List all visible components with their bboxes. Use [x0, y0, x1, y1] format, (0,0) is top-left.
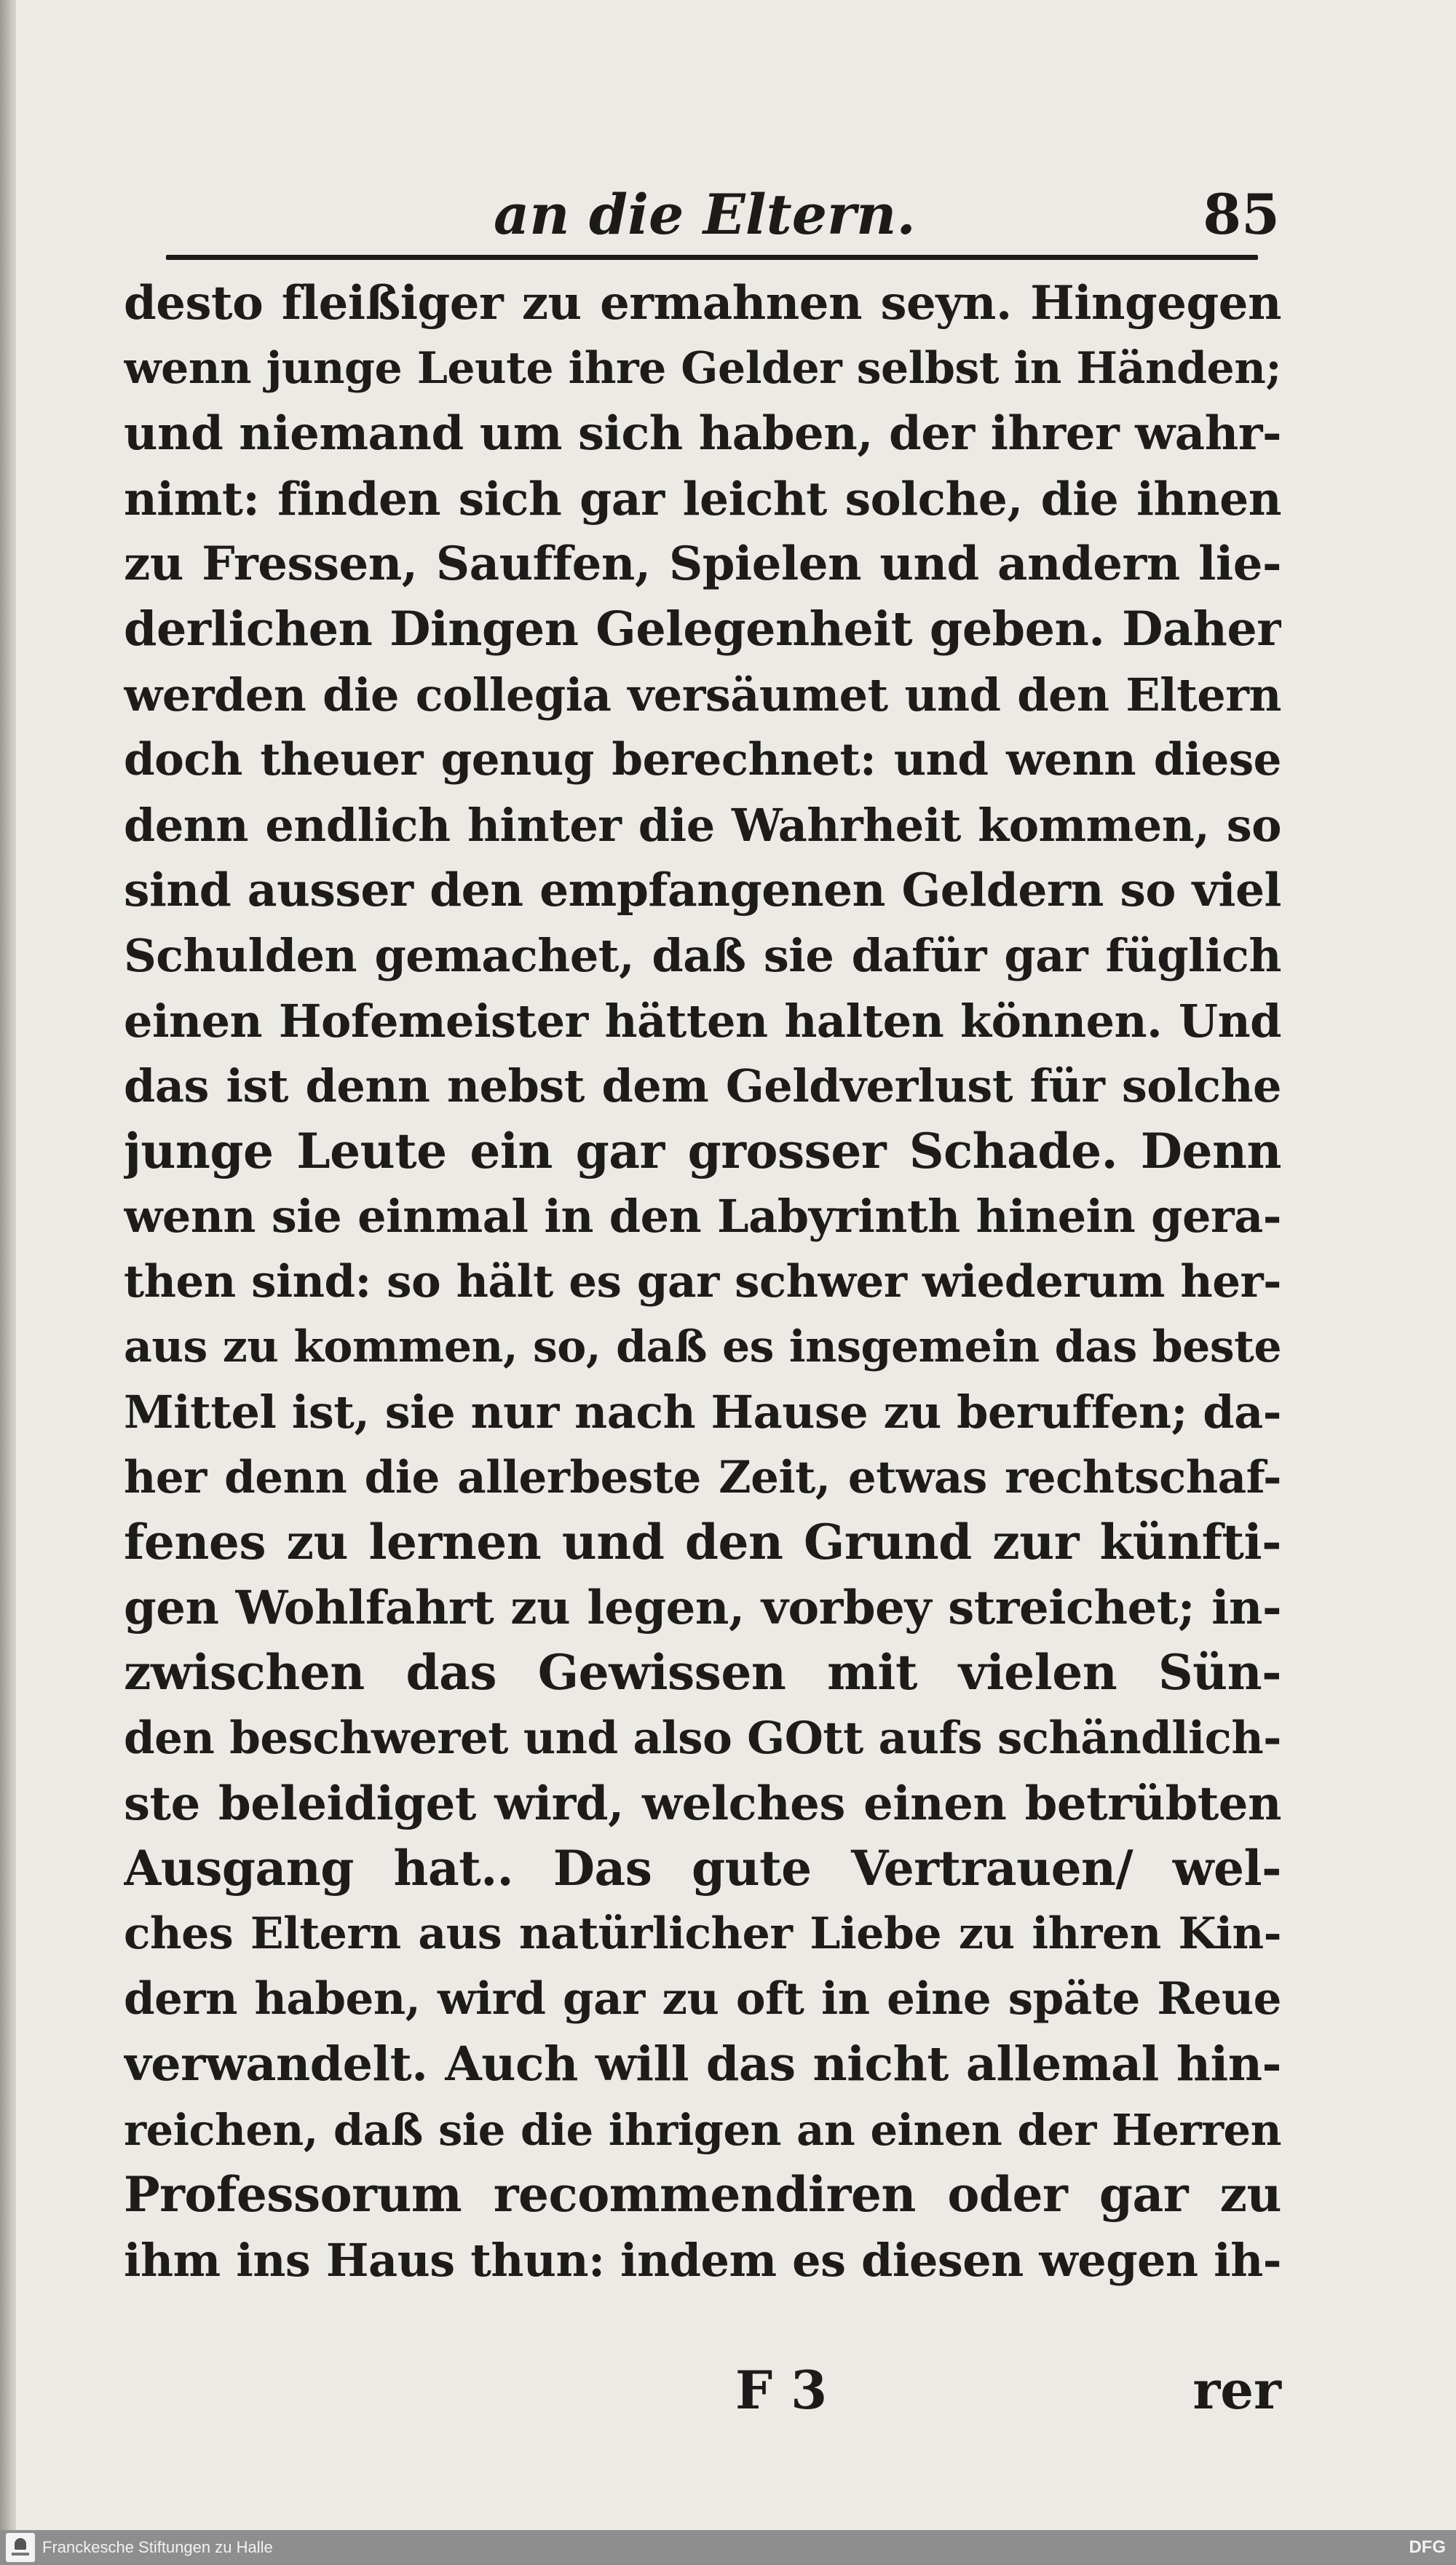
text-line: dern haben, wird gar zu oft in eine späte Reue [124, 1973, 1281, 2025]
text-line: her denn die allerbeste Zeit, etwas rechtschaf- [124, 1451, 1281, 1503]
institution-logo-icon [6, 2533, 35, 2562]
text-line: wenn sie einmal in den Labyrinth hinein gera- [124, 1190, 1281, 1244]
page-number: 85 [1203, 182, 1280, 247]
text-line: Ausgang hat.. Das gute Vertrauen/ wel- [124, 1840, 1281, 1897]
text-line: junge Leute ein gar grosser Schade. Denn [124, 1122, 1281, 1179]
catchword: rer [1192, 2359, 1281, 2421]
text-line: desto fleißiger zu ermahnen seyn. Hingegen [124, 276, 1281, 331]
text-line: ste beleidiget wird, welches einen betrübten [124, 1776, 1281, 1831]
viewer-bottom-bar [0, 2530, 1456, 2565]
running-head: an die Eltern. [494, 182, 916, 247]
signature-mark: F 3 [735, 2359, 828, 2421]
text-line: Professorum recommendiren oder gar zu [124, 2166, 1281, 2224]
text-line: then sind: so hält es gar schwer wiederum her- [124, 1255, 1281, 1308]
text-line: denn endlich hinter die Wahrheit kommen, so [124, 798, 1281, 852]
text-line: sind ausser den empfangenen Geldern so viel [124, 863, 1281, 917]
page-footer [124, 2359, 1281, 2432]
page-header [166, 167, 1280, 248]
text-line: derlichen Dingen Gelegenheit geben. Daher [124, 601, 1281, 657]
text-line: verwandelt. Auch will das nicht allemal hin- [124, 2036, 1281, 2092]
institution-name: Franckesche Stiftungen zu Halle [42, 2538, 273, 2556]
text-line: Schulden gemachet, daß sie dafür gar füglich [124, 928, 1281, 982]
text-line: ches Eltern aus natürlicher Liebe zu ihren Kin- [124, 1908, 1281, 1959]
text-line: werden die collegia versäumet und den Eltern [124, 668, 1281, 722]
text-line: das ist denn nebst dem Geldverlust für solche [124, 1059, 1281, 1113]
text-line: fenes zu lernen und den Grund zur künfti- [124, 1514, 1281, 1571]
text-line: aus zu kommen, so, daß es insgemein das beste [124, 1321, 1281, 1372]
text-line: reichen, daß sie die ihrigen an einen der Herren [124, 2104, 1281, 2155]
text-line: ihm ins Haus thun: indem es diesen wegen ih- [124, 2233, 1281, 2287]
header-rule [166, 255, 1258, 260]
text-line: wenn junge Leute ihre Gelder selbst in Händen; [124, 342, 1281, 394]
text-line: einen Hofemeister hätten halten können. Und [124, 994, 1281, 1048]
dfg-logo: DFG [1409, 2537, 1446, 2557]
text-line: Mittel ist, sie nur nach Hause zu beruffen; da- [124, 1386, 1281, 1439]
text-line: den beschweret und also GOtt aufs schändlich- [124, 1712, 1281, 1765]
text-line: zwischen das Gewissen mit vielen Sün- [124, 1644, 1281, 1702]
text-line: zu Fressen, Sauffen, Spielen und andern lie- [124, 537, 1281, 592]
text-line: gen Wohlfahrt zu legen, vorbey streichet; in- [124, 1580, 1281, 1635]
body-text [124, 271, 1281, 2293]
text-line: und niemand um sich haben, der ihrer wahr- [124, 406, 1281, 462]
text-line: doch theuer genug berechnet: und wenn diese [124, 734, 1281, 786]
text-line: nimt: finden sich gar leicht solche, die ihnen [124, 471, 1281, 526]
